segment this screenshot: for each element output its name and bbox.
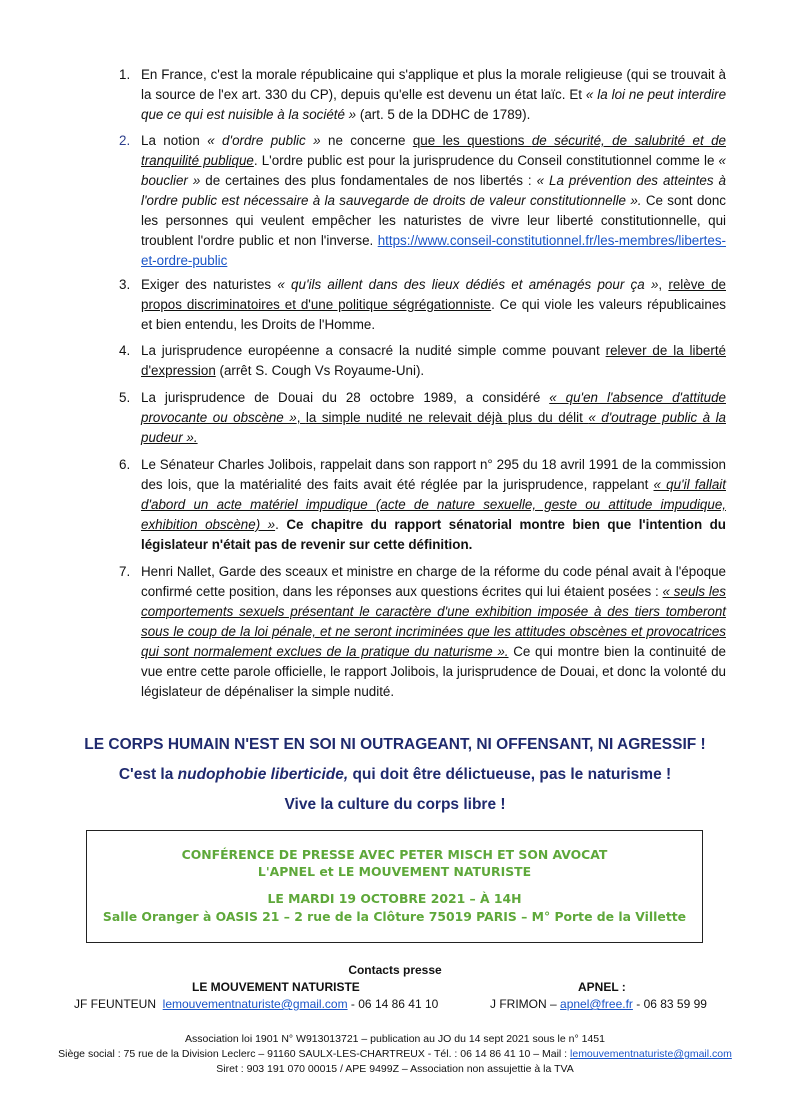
text-segment: « d'ordre public » xyxy=(207,133,321,148)
list-item xyxy=(119,455,726,555)
conference-date: LE MARDI 19 OCTOBRE 2021 – À 14H xyxy=(267,891,522,906)
text-segment: « bouclier » xyxy=(141,153,726,188)
list-item-text xyxy=(141,67,726,122)
contacts-title: Contacts presse xyxy=(348,963,442,977)
text-segment: « La prévention des atteintes à l'ordre public est nécessaire à la sauvegarde de droits de valeur constitutionnelle ». xyxy=(141,173,726,208)
text-segment: « seuls les comportements sexuels présentant le caractère d'une exhibition imposée à des tiers tomberont sous le coup de la loi pénale, et ne seront incriminées que les attitudes obscènes et provocatrices qui sont normalement exclues de la pratique du naturisme ». xyxy=(141,584,726,659)
list-item-text xyxy=(141,390,726,445)
list-item-text xyxy=(141,133,726,268)
text-segment: « qu'ils aillent dans des lieux dédiés et aménagés pour ça » xyxy=(277,277,659,292)
text-segment: , xyxy=(658,277,669,292)
contact-person: J FRIMON – xyxy=(490,997,561,1011)
text-segment: , xyxy=(296,410,306,425)
footer-siret: Siret : 903 191 070 00015 / APE 9499Z – Association non assujettie à la TVA xyxy=(216,1063,574,1075)
conference-venue: Salle Oranger à OASIS 21 – 2 rue de la Clôture 75019 PARIS – M° Porte de la Villette xyxy=(102,909,687,924)
conference-box xyxy=(86,830,703,943)
list-item xyxy=(119,131,726,271)
slogan-part: C'est la xyxy=(118,766,178,783)
text-segment: (art. 5 de la DDHC de 1789). xyxy=(356,107,531,122)
footer-address-text: Siège social : 75 rue de la Division Leclerc – 91160 SAULX-LES-CHARTREUX - Tél. : 06 14 86 41 10 – Mail : xyxy=(58,1048,571,1060)
text-segment: Le Sénateur Charles Jolibois, rappelait dans son rapport n° 295 du 18 avril 1991 de la commission des lois, que la matérialité des faits avait été réglée par la jurisprudence, rappelant xyxy=(141,457,726,492)
list-number: 7. xyxy=(119,564,131,579)
text-segment: . L'ordre public est pour la jurisprudence du Conseil constitutionnel comme le xyxy=(253,153,719,168)
list-number: 6. xyxy=(119,457,131,472)
text-segment: de sécurité, de salubrité et de tranquilité publique xyxy=(141,133,726,168)
text-segment: ne concerne xyxy=(320,133,413,148)
slogan-emphasis: nudophobie liberticide, xyxy=(177,766,349,783)
list-number: 5. xyxy=(119,390,131,405)
list-number: 3. xyxy=(119,277,131,292)
footer-registration: Association loi 1901 N° W913013721 – publication au JO du 14 sept 2021 sous le n° 1451 xyxy=(185,1033,605,1045)
slogan-headline: LE CORPS HUMAIN N'EST EN SOI NI OUTRAGEANT, NI OFFENSANT, NI AGRESSIF ! xyxy=(84,736,706,753)
contact-org-mouvement: LE MOUVEMENT NATURISTE xyxy=(192,980,360,994)
list-item xyxy=(119,562,726,702)
list-item-text xyxy=(141,457,726,552)
text-segment: que les questions xyxy=(412,133,532,148)
text-segment: . xyxy=(275,517,287,532)
text-segment: Ce qui montre bien la continuité de vue entre cette parole officielle, le rapport Jolibois, la jurisprudence de Douai, et donc la volonté du législateur de dépénaliser la simple nudité. xyxy=(141,644,726,699)
text-segment: « qu'il fallait d'abord un acte matériel impudique (acte de nature sexuelle, geste ou attitude impudique, exhibition obscène) » xyxy=(141,477,726,532)
contact-email-link[interactable]: apnel@free.fr xyxy=(560,997,633,1011)
contact-row-mouvement xyxy=(74,997,438,1011)
text-segment: Ce sont donc les personnes qui veulent empêcher les naturistes de vivre leur liberté constitutionnelle, qui troublent l'ordre public et non l'inverse. xyxy=(141,193,726,248)
text-segment: En France, c'est la morale républicaine qui s'applique et plus la morale religieuse (qui se trouvait à la source de l'ex art. 330 du CP), depuis qu'elle est devenu un état laïc. Et xyxy=(141,67,726,102)
slogan-nudophobie xyxy=(0,766,790,784)
footer xyxy=(0,1032,790,1077)
text-segment: « qu'en l'absence d'attitude provocante ou obscène » xyxy=(141,390,726,425)
text-segment: Ce chapitre du rapport sénatorial montre bien que l'intention du législateur n'était pas de revenir sur cette définition. xyxy=(141,517,726,552)
contact-email-link[interactable]: lemouvementnaturiste@gmail.com xyxy=(162,997,348,1011)
contact-person: JF FEUNTEUN xyxy=(74,997,156,1011)
list-number: 1. xyxy=(119,67,131,82)
text-segment: La jurisprudence de Douai du 28 octobre 1989, a considéré xyxy=(141,390,550,405)
text-segment: . Ce qui viole les valeurs républicaines et bien entendu, les Droits de l'Homme. xyxy=(141,297,726,332)
contact-phone: - 06 83 59 99 xyxy=(632,997,707,1011)
slogan-part: qui doit être délictueuse, pas le naturisme ! xyxy=(348,766,672,783)
text-segment: la simple nudité ne relevait déjà plus du délit xyxy=(305,410,589,425)
conference-title: CONFÉRENCE DE PRESSE AVEC PETER MISCH ET SON AVOCAT xyxy=(181,847,608,862)
text-segment: de certaines des plus fondamentales de nos libertés : xyxy=(200,173,537,188)
conference-organizers: L'APNEL et LE MOUVEMENT NATURISTE xyxy=(257,864,532,879)
text-segment: relève de propos discriminatoires et d'une politique ségrégationniste xyxy=(141,277,726,312)
list-item-text xyxy=(141,343,726,378)
text-segment: « d'outrage public à la pudeur ». xyxy=(141,410,726,445)
list-item xyxy=(119,275,726,335)
list-item-text xyxy=(141,277,726,332)
list-item xyxy=(119,65,727,125)
source-link[interactable]: https://www.conseil-constitutionnel.fr/les-membres/libertes-et-ordre-public xyxy=(141,233,726,268)
list-item xyxy=(119,341,726,381)
slogan-motto: Vive la culture du corps libre ! xyxy=(284,796,506,813)
footer-address xyxy=(0,1047,790,1062)
text-segment: « la loi ne peut interdire que ce qui est nuisible à la société » xyxy=(141,87,727,122)
text-segment: Exiger des naturistes xyxy=(141,277,278,292)
text-segment: (arrêt S. Cough Vs Royaume-Uni). xyxy=(215,363,425,378)
contact-phone: - 06 14 86 41 10 xyxy=(347,997,439,1011)
list-item xyxy=(119,388,726,448)
list-number: 2. xyxy=(119,133,131,148)
text-segment: Henri Nallet, Garde des sceaux et ministre en charge de la réforme du code pénal avait à l'époque confirmé cette position, dans les réponses aux questions écrites qui lui étaient posées : xyxy=(141,564,726,599)
contact-org-apnel: APNEL : xyxy=(578,980,626,994)
contact-row-apnel xyxy=(490,997,707,1011)
footer-email-link[interactable]: lemouvementnaturiste@gmail.com xyxy=(570,1048,732,1060)
text-segment: La notion xyxy=(141,133,208,148)
text-segment: relever de la liberté d'expression xyxy=(141,343,726,378)
list-number: 4. xyxy=(119,343,131,358)
text-segment: La jurisprudence européenne a consacré la nudité simple comme pouvant xyxy=(141,343,606,358)
list-item-text xyxy=(141,564,726,699)
